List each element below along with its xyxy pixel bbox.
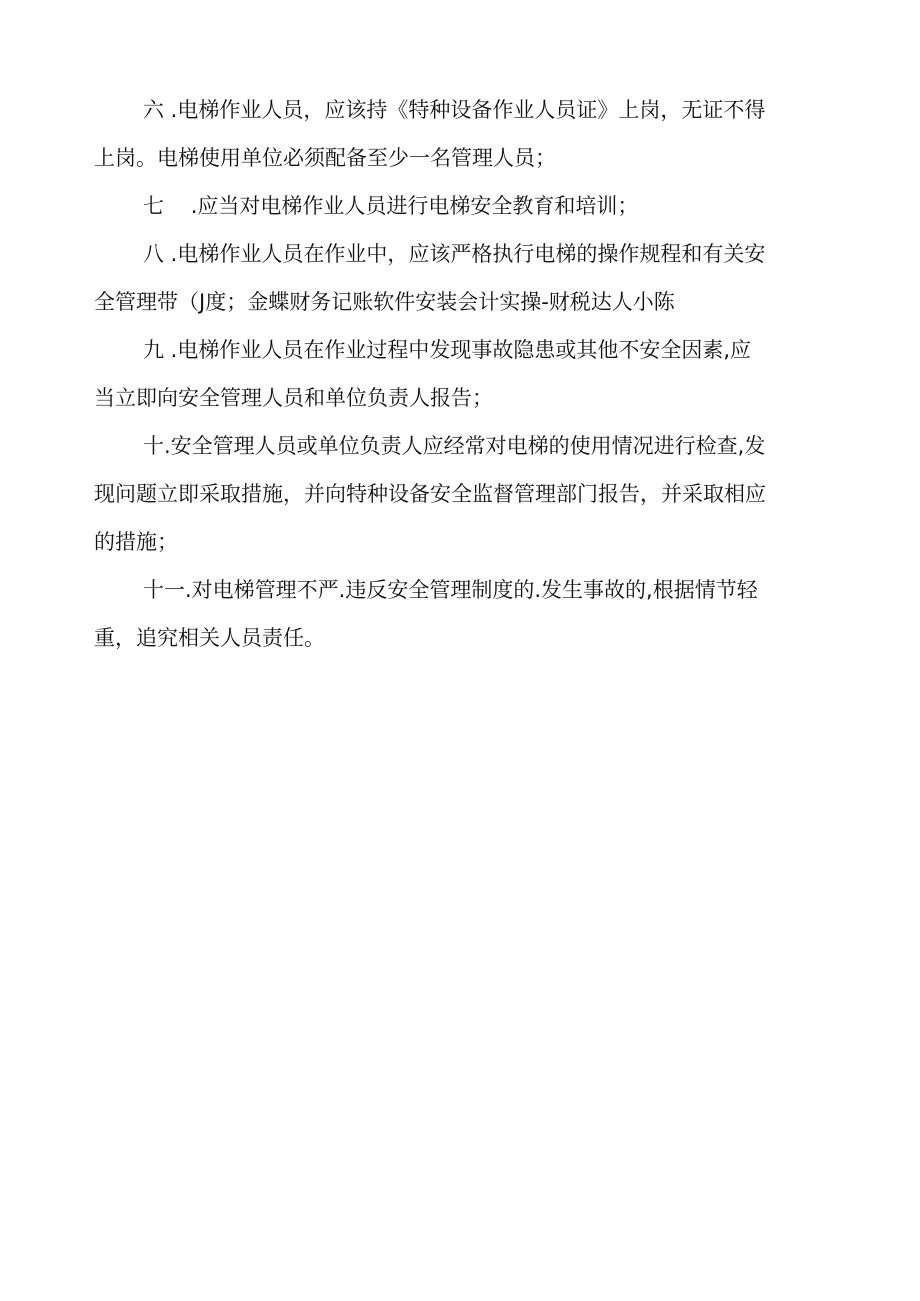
paragraph-line: 十一.对电梯管理不严.违反安全管理制度的.发生事故的,根据情节轻 (143, 578, 758, 602)
paragraph-line: 七 .应当对电梯作业人员进行电梯安全教育和培训； (143, 194, 639, 218)
paragraph-8 (94, 230, 842, 326)
paragraph-line: 六 .电梯作业人员，应该持《特种设备作业人员证》上岗，无证不得 (143, 98, 766, 122)
paragraph-line: 十.安全管理人员或单位负责人应经常对电梯的使用情况进行检查,发 (143, 434, 766, 458)
paragraph-7 (94, 182, 842, 230)
paragraph-line: 全管理带（J度；金蝶财务记账软件安装会计实操-财税达人小陈 (94, 290, 675, 314)
paragraph-line: 重，追究相关人员责任。 (94, 626, 325, 650)
paragraph-line: 现问题立即采取措施，并向特种设备安全监督管理部门报告，并采取相应 (94, 482, 766, 506)
paragraph-line: 的措施； (94, 530, 178, 554)
paragraph-9 (94, 326, 842, 422)
paragraph-11 (94, 566, 842, 662)
document-body (94, 86, 842, 662)
paragraph-6 (94, 86, 842, 182)
paragraph-line: 九 .电梯作业人员在作业过程中发现事故隐患或其他不安全因素,应 (143, 338, 752, 362)
paragraph-line: 上岗。电梯使用单位必须配备至少一名管理人员； (94, 146, 556, 170)
paragraph-10 (94, 422, 842, 566)
paragraph-line: 当立即向安全管理人员和单位负责人报告； (94, 386, 493, 410)
paragraph-line: 八 .电梯作业人员在作业中，应该严格执行电梯的操作规程和有关安 (143, 242, 766, 266)
